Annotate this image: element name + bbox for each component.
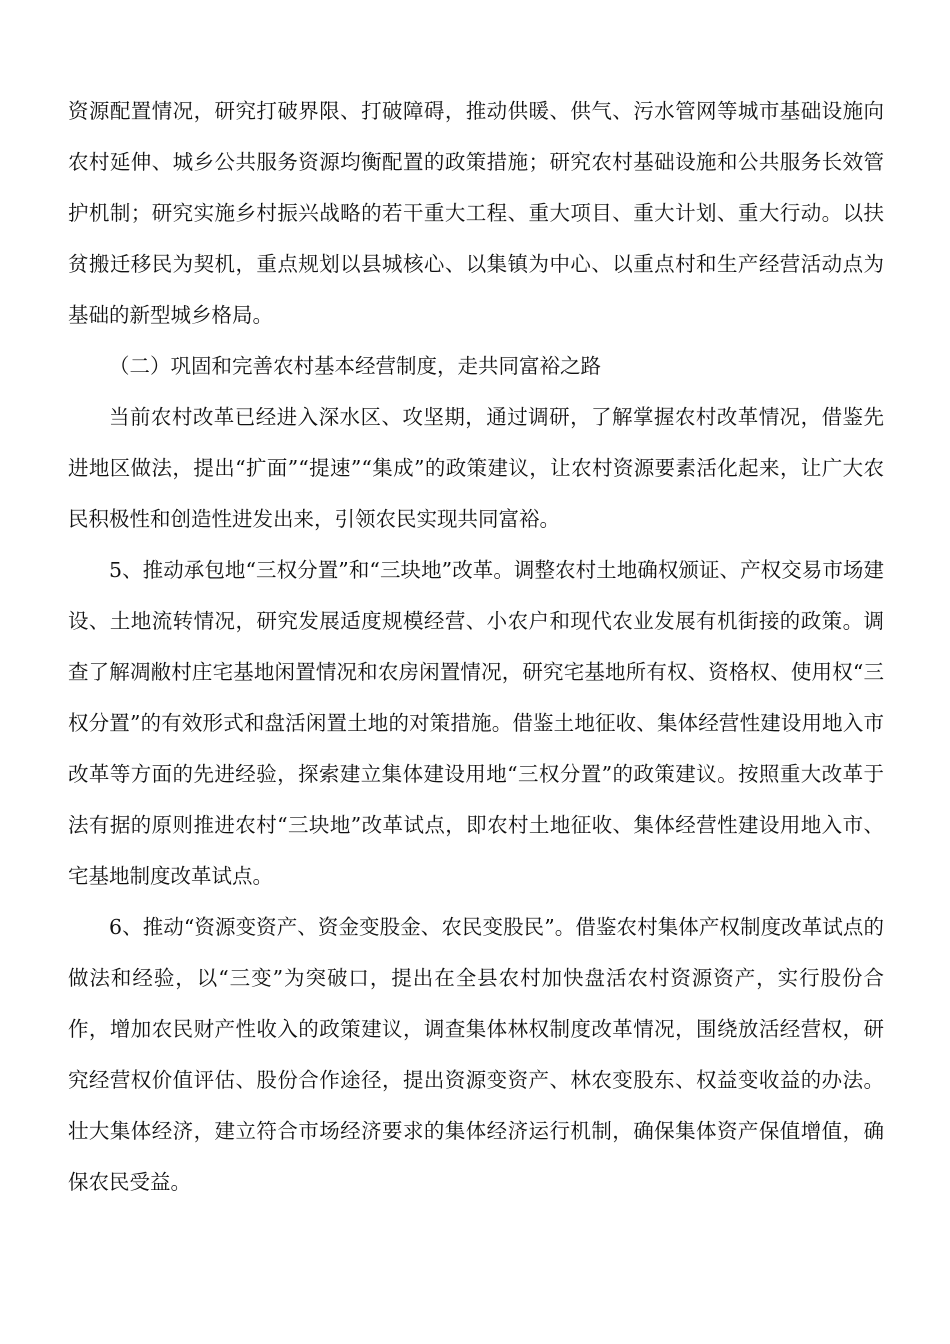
continuation-paragraph: 资源配置情况，研究打破界限、打破障碍，推动供暖、供气、污水管网等城市基础设施向农村延伸、城乡公共服务资源均衡配置的政策措施；研究农村基础设施和公共服务长效管护机制；研究实施乡村振兴战略的若干重大工程、重大项目、重大计划、重大行动。以扶贫搬迁移民为契机，重点规划以县城核心、以集镇为中心、以重点村和生产经营活动点为基础的新型城乡格局。 <box>68 99 884 327</box>
section-heading: （二）巩固和完善农村基本经营制度，走共同富裕之路 <box>109 354 601 378</box>
list-item-5-paragraph: 5、推动承包地“三权分置”和“三块地”改革。调整农村土地确权颁证、产权交易市场建设、土地流转情况，研究发展适度规模经营、小农户和现代农业发展有机街接的政策。调查了解凋敝村庄宅基地闲置情况和农房闲置情况，研究宅基地所有权、资格权、使用权“三权分置”的有效形式和盘活闲置土地的对策措施。借鉴土地征收、集体经营性建设用地入市改革等方面的先进经验，探索建立集体建设用地“三权分置”的政策建议。按照重大改革于法有据的原则推进农村“三块地”改革试点，即农村土地征收、集体经营性建设用地入市、宅基地制度改革试点。 <box>68 558 884 888</box>
document-body <box>68 86 884 1208</box>
list-item-6-paragraph: 6、推动“资源变资产、资金变股金、农民变股民”。借鉴农村集体产权制度改革试点的做法和经验，以“三变”为突破口，提出在全县农村加快盘活农村资源资产，实行股份合作，增加农民财产性收入的政策建议，调查集体林权制度改革情况，围绕放活经营权，研究经营权价值评估、股份合作途径，提出资源变资产、林农变股东、权益变收益的办法。壮大集体经济，建立符合市场经济要求的集体经济运行机制，确保集体资产保值增值，确保农民受益。 <box>68 915 884 1194</box>
intro-paragraph: 当前农村改革已经进入深水区、攻坚期，通过调研，了解掌握农村改革情况，借鉴先进地区做法，提出“扩面”“提速”“集成”的政策建议，让农村资源要素活化起来，让广大农民积极性和创造性进发出来，引领农民实现共同富裕。 <box>68 405 884 531</box>
